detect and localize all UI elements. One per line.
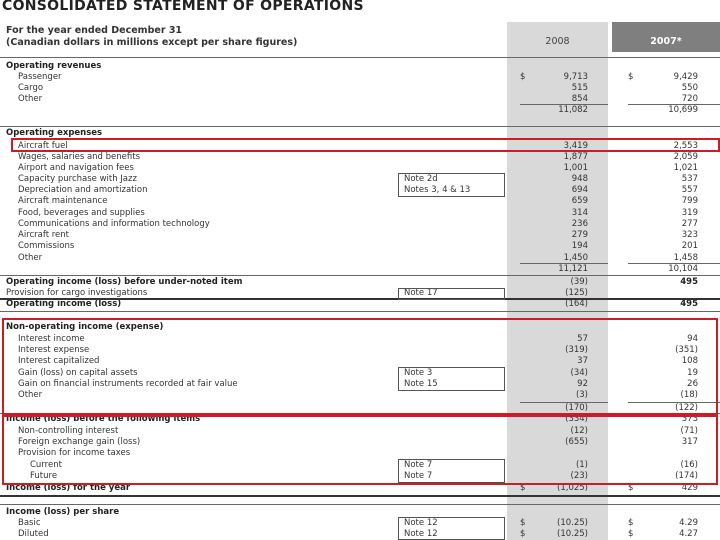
value-2008: 1,001	[563, 163, 588, 173]
table-row	[0, 460, 720, 471]
subtotal-rule	[520, 402, 608, 403]
row-label: Income (loss) before the following items	[6, 414, 201, 424]
notes-box-taxes	[398, 459, 505, 483]
value-2007: 495	[680, 299, 698, 309]
table-row	[0, 83, 720, 94]
value-2007: 10,699	[668, 105, 698, 115]
section-rule	[0, 298, 720, 300]
statement-title: CONSOLIDATED STATEMENT OF OPERATIONS	[2, 0, 364, 14]
value-2008: 314	[571, 208, 588, 218]
table-row	[0, 414, 720, 425]
value-2007: (18)	[680, 390, 698, 400]
value-2008: (10.25)	[557, 529, 588, 539]
notes-box-expenses	[398, 173, 505, 197]
value-2007: (174)	[675, 471, 698, 481]
row-label: Depreciation and amortization	[18, 185, 148, 195]
table-row	[0, 471, 720, 482]
table-row	[0, 241, 720, 252]
row-note-ref: Note 7	[404, 460, 433, 470]
value-2008: 37	[577, 356, 588, 366]
row-label: Interest income	[18, 334, 85, 344]
table-row	[0, 61, 720, 72]
value-2008: (125)	[565, 288, 588, 298]
section-rule	[0, 311, 720, 312]
row-label: Future	[30, 471, 58, 481]
value-2007: 4.29	[679, 518, 698, 528]
value-2008: 236	[571, 219, 588, 229]
table-row	[0, 128, 720, 139]
year-2008-header: 2008	[545, 36, 570, 47]
section-rule	[0, 275, 720, 276]
value-2007: 319	[681, 208, 698, 218]
table-row	[0, 334, 720, 345]
row-label: Other	[18, 253, 43, 263]
value-2008: (319)	[565, 345, 588, 355]
section-rule	[0, 126, 720, 127]
table-row	[0, 448, 720, 459]
currency-symbol-2007: $	[628, 529, 634, 539]
value-2008: (3)	[575, 390, 588, 400]
value-2007: 550	[681, 83, 698, 93]
row-label: Foreign exchange gain (loss)	[18, 437, 141, 447]
row-label: Passenger	[18, 72, 62, 82]
table-row	[0, 379, 720, 390]
row-label: Non-controlling interest	[18, 426, 119, 436]
row-label: Other	[18, 94, 43, 104]
value-2007: 4.27	[679, 529, 698, 539]
row-label: Wages, salaries and benefits	[18, 152, 141, 162]
value-2008: (170)	[565, 403, 588, 413]
row-label: Basic	[18, 518, 41, 528]
currency-symbol-2007: $	[628, 518, 634, 528]
table-row	[0, 390, 720, 401]
currency-symbol-2008: $	[520, 72, 526, 82]
value-2008: (34)	[570, 368, 588, 378]
row-note-ref: Note 7	[404, 471, 433, 481]
row-note-ref: Note 3	[404, 368, 433, 378]
row-label: Operating expenses	[6, 128, 103, 138]
row-label: Food, beverages and supplies	[18, 208, 145, 218]
section-rule	[0, 504, 720, 505]
value-2008: (12)	[570, 426, 588, 436]
table-row	[0, 507, 720, 518]
value-2007: 1,458	[673, 253, 698, 263]
row-note-ref: Note 15	[404, 379, 438, 389]
value-2008: 1,877	[563, 152, 588, 162]
value-2007: 201	[681, 241, 698, 251]
value-2007: 10,104	[668, 264, 698, 274]
table-row	[0, 483, 720, 494]
table-row	[0, 105, 720, 116]
table-row	[0, 152, 720, 163]
row-label: Aircraft maintenance	[18, 196, 108, 206]
subtotal-rule	[628, 263, 720, 264]
value-2008: (39)	[570, 277, 588, 287]
row-label: Interest capitalized	[18, 356, 100, 366]
row-label: Gain on financial instruments recorded at fair value	[18, 379, 238, 389]
value-2007: 1,021	[673, 163, 698, 173]
value-2008: 279	[571, 230, 588, 240]
row-label: Communications and information technology	[18, 219, 210, 229]
value-2007: 94	[687, 334, 698, 344]
notes-box-per-share	[398, 517, 505, 540]
value-2008: (655)	[565, 437, 588, 447]
section-rule	[0, 413, 720, 414]
row-note-ref: Note 12	[404, 529, 438, 539]
year-2007-header: 2007*	[650, 36, 682, 47]
subtotal-rule	[520, 104, 608, 105]
value-2007: 317	[681, 437, 698, 447]
value-2008: (10.25)	[557, 518, 588, 528]
value-2007: 2,059	[673, 152, 698, 162]
section-rule	[0, 495, 720, 497]
table-row	[0, 208, 720, 219]
value-2008: 1,450	[563, 253, 588, 263]
table-row	[0, 163, 720, 174]
row-note-ref: Note 12	[404, 518, 438, 528]
value-2008: (1,025)	[557, 483, 588, 493]
table-row	[0, 529, 720, 540]
row-label: Current	[30, 460, 62, 470]
value-2008: 515	[571, 83, 588, 93]
table-row	[0, 185, 720, 196]
value-2008: (164)	[565, 299, 588, 309]
row-label: Gain (loss) on capital assets	[18, 368, 138, 378]
table-row	[0, 94, 720, 105]
value-2007: 2,553	[673, 141, 698, 151]
value-2008: 194	[571, 241, 588, 251]
currency-symbol-2008: $	[520, 483, 526, 493]
currency-symbol-2008: $	[520, 518, 526, 528]
row-label: Other	[18, 390, 43, 400]
value-2008: (1)	[575, 460, 588, 470]
row-label: Income (loss) per share	[6, 507, 120, 517]
row-label: Commissions	[18, 241, 75, 251]
value-2008: 694	[571, 185, 588, 195]
table-row	[0, 253, 720, 264]
table-row	[0, 368, 720, 379]
row-label: Non-operating income (expense)	[6, 322, 164, 332]
table-row	[0, 437, 720, 448]
value-2007: 323	[681, 230, 698, 240]
period-label: For the year ended December 31	[6, 25, 183, 36]
value-2008: 92	[577, 379, 588, 389]
row-note-ref: Note 2d	[404, 174, 438, 184]
row-note-ref: Notes 3, 4 & 13	[404, 185, 471, 195]
table-row	[0, 277, 720, 288]
row-label: Operating income (loss)	[6, 299, 122, 309]
value-2008: 57	[577, 334, 588, 344]
table-row	[0, 196, 720, 207]
row-label: Diluted	[18, 529, 49, 539]
value-2007: (16)	[680, 460, 698, 470]
row-label: Aircraft rent	[18, 230, 69, 240]
row-label: Capacity purchase with Jazz	[18, 174, 137, 184]
value-2007: 495	[680, 277, 698, 287]
notes-box-nonoperating	[398, 367, 505, 391]
table-row	[0, 518, 720, 529]
value-2007: 557	[681, 185, 698, 195]
value-2008: 948	[571, 174, 588, 184]
value-2008: 854	[571, 94, 588, 104]
row-label: Provision for cargo investigations	[6, 288, 148, 298]
value-2008: 659	[571, 196, 588, 206]
row-label: Provision for income taxes	[18, 448, 131, 458]
row-label: Interest expense	[18, 345, 90, 355]
value-2007: (351)	[675, 345, 698, 355]
currency-label: (Canadian dollars in millions except per share figures)	[6, 37, 298, 48]
row-label: Operating revenues	[6, 61, 102, 71]
row-note-ref: Note 17	[404, 288, 438, 298]
table-row	[0, 426, 720, 437]
value-2007: 9,429	[673, 72, 698, 82]
notes-box-cargo	[398, 288, 505, 300]
subtotal-rule	[520, 263, 608, 264]
value-2007: (71)	[680, 426, 698, 436]
value-2007: (122)	[675, 403, 698, 413]
subtotal-rule	[628, 402, 720, 403]
table-row	[0, 356, 720, 367]
value-2008: 11,121	[558, 264, 588, 274]
value-2007: 537	[681, 174, 698, 184]
table-row	[0, 322, 720, 333]
table-row	[0, 264, 720, 275]
currency-symbol-2007: $	[628, 483, 634, 493]
value-2007: 26	[687, 379, 698, 389]
table-row	[0, 345, 720, 356]
value-2008: 9,713	[563, 72, 588, 82]
value-2007: 373	[681, 414, 698, 424]
value-2008: (23)	[570, 471, 588, 481]
row-label: Aircraft fuel	[18, 141, 68, 151]
value-2007: 19	[687, 368, 698, 378]
value-2007: 429	[681, 483, 698, 493]
value-2007: 108	[681, 356, 698, 366]
table-row	[0, 230, 720, 241]
value-2008: 3,419	[563, 141, 588, 151]
row-label: Cargo	[18, 83, 44, 93]
table-row	[0, 174, 720, 185]
row-label: Airport and navigation fees	[18, 163, 134, 173]
header-rule	[0, 57, 720, 58]
value-2007: 799	[681, 196, 698, 206]
table-row	[0, 72, 720, 83]
subtotal-rule	[628, 104, 720, 105]
table-row	[0, 299, 720, 310]
value-2008: (334)	[565, 414, 588, 424]
currency-symbol-2008: $	[520, 529, 526, 539]
value-2008: 11,082	[558, 105, 588, 115]
row-label: Income (loss) for the year	[6, 483, 131, 493]
table-row	[0, 219, 720, 230]
row-label: Operating income (loss) before under-noted item	[6, 277, 243, 287]
currency-symbol-2007: $	[628, 72, 634, 82]
value-2007: 277	[681, 219, 698, 229]
value-2007: 720	[681, 94, 698, 104]
table-row	[0, 141, 720, 152]
